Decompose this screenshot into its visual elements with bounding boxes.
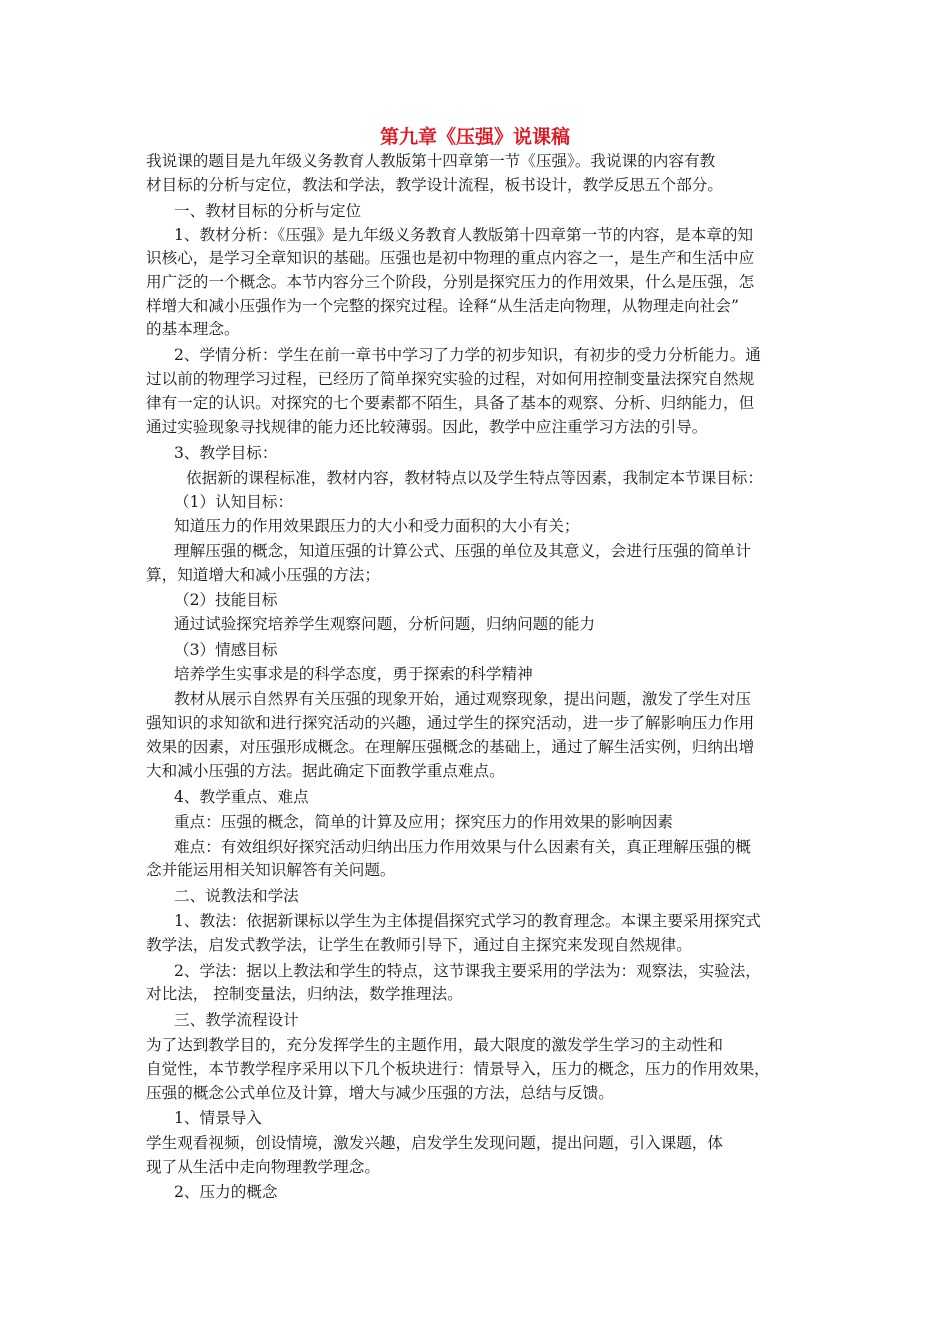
paragraph-line: 通过实验现象寻找规律的能力还比较薄弱。因此，教学中应注重学习方法的引导。	[146, 418, 708, 436]
paragraph-line: 律有一定的认识。对探究的七个要素都不陌生，具备了基本的观察、分析、归纳能力，但	[146, 394, 755, 412]
paragraph-line: 培养学生实事求是的科学态度，勇于探索的科学精神	[174, 665, 533, 683]
paragraph-line: （1）认知目标：	[174, 493, 294, 511]
document-title: 第九章《压强》说课稿	[379, 126, 570, 148]
paragraph-line: 2、学情分析：学生在前一章书中学习了力学的初步知识，有初步的受力分析能力。通	[174, 346, 761, 364]
paragraph-line: 现了从生活中走向物理教学理念。	[146, 1158, 380, 1176]
paragraph-line: 我说课的题目是九年级义务教育人教版第十四章第一节《压强》。我说课的内容有教	[146, 152, 716, 170]
paragraph-line: 一、教材目标的分析与定位	[174, 202, 362, 220]
paragraph-line: 知道压力的作用效果跟压力的大小和受力面积的大小有关；	[174, 517, 580, 535]
paragraph-line: 大和减小压强的方法。据此确定下面教学重点难点。	[146, 762, 505, 780]
paragraph-line: 重点：压强的概念，简单的计算及应用；探究压力的作用效果的影响因素	[174, 813, 674, 831]
paragraph-line: 教材从展示自然界有关压强的现象开始，通过观察现象，提出问题，激发了学生对压	[174, 690, 751, 708]
paragraph-line: 念并能运用相关知识解答有关问题。	[146, 861, 396, 879]
paragraph-line: 算，知道增大和减小压强的方法；	[146, 566, 380, 584]
paragraph-line: 强知识的求知欲和进行探究活动的兴趣，通过学生的探究活动，进一步了解影响压力作用	[146, 714, 755, 732]
paragraph-line: （2）技能目标	[174, 591, 278, 609]
paragraph-line: 学生观看视频，创设情境，激发兴趣，启发学生发现问题，提出问题，引入课题，体	[146, 1134, 723, 1152]
paragraph-line: 的基本理念。	[146, 320, 240, 338]
paragraph-line: 自觉性，本节教学程序采用以下几个板块进行：情景导入，压力的概念，压力的作用效果，	[146, 1060, 770, 1078]
paragraph-line: 理解压强的概念，知道压强的计算公式、压强的单位及其意义，会进行压强的简单计	[174, 542, 751, 560]
paragraph-line: 1、教法：依据新课标以学生为主体提倡探究式学习的教育理念。本课主要采用探究式	[174, 912, 761, 930]
paragraph-line: 教学法，启发式教学法，让学生在教师引导下，通过自主探究来发现自然规律。	[146, 936, 692, 954]
paragraph-line: 通过试验探究培养学生观察问题，分析问题，归纳问题的能力	[174, 615, 596, 633]
paragraph-line: 压强的概念公式单位及计算，增大与减少压强的方法，总结与反馈。	[146, 1084, 614, 1102]
paragraph-line: 难点：有效组织好探究活动归纳出压力作用效果与什么因素有关，真正理解压强的概	[174, 838, 751, 856]
paragraph-line: 效果的因素，对压强形成概念。在理解压强概念的基础上，通过了解生活实例，归纳出增	[146, 738, 755, 756]
paragraph-line: （3）情感目标	[174, 641, 278, 659]
paragraph-line: 3、教学目标：	[174, 444, 278, 462]
paragraph-line: 1、教材分析：《压强》是九年级义务教育人教版第十四章第一节的内容，是本章的知	[174, 226, 754, 244]
paragraph-line: 过以前的物理学习过程，已经历了简单探究实验的过程，对如何用控制变量法探究自然规	[146, 370, 755, 388]
paragraph-line: 2、压力的概念	[174, 1183, 278, 1201]
paragraph-line: 二、说教法和学法	[174, 887, 299, 905]
paragraph-line: 为了达到教学目的，充分发挥学生的主题作用，最大限度的激发学生学习的主动性和	[146, 1036, 723, 1054]
paragraph-line: 识核心，是学习全章知识的基础。压强也是初中物理的重点内容之一，是生产和生活中应	[146, 249, 755, 267]
paragraph-line: 对比法， 控制变量法，归纳法，数学推理法。	[146, 985, 463, 1003]
paragraph-line: 材目标的分析与定位，教法和学法，教学设计流程，板书设计，教学反思五个部分。	[146, 176, 723, 194]
paragraph-line: 样增大和减小压强作为一个完整的探究过程。诠释“从生活走向物理，从物理走向社会”	[146, 297, 739, 315]
paragraph-line: 依据新的课程标准，教材内容，教材特点以及学生特点等因素，我制定本节课目标：	[186, 469, 763, 487]
paragraph-line: 4、教学重点、难点	[174, 788, 309, 806]
paragraph-line: 2、学法：据以上教法和学生的特点，这节课我主要采用的学法为：观察法，实验法，	[174, 962, 761, 980]
paragraph-line: 1、情景导入	[174, 1109, 262, 1127]
paragraph-line: 三、教学流程设计	[174, 1011, 299, 1029]
paragraph-line: 用广泛的一个概念。本节内容分三个阶段，分别是探究压力的作用效果，什么是压强，怎	[146, 273, 755, 291]
